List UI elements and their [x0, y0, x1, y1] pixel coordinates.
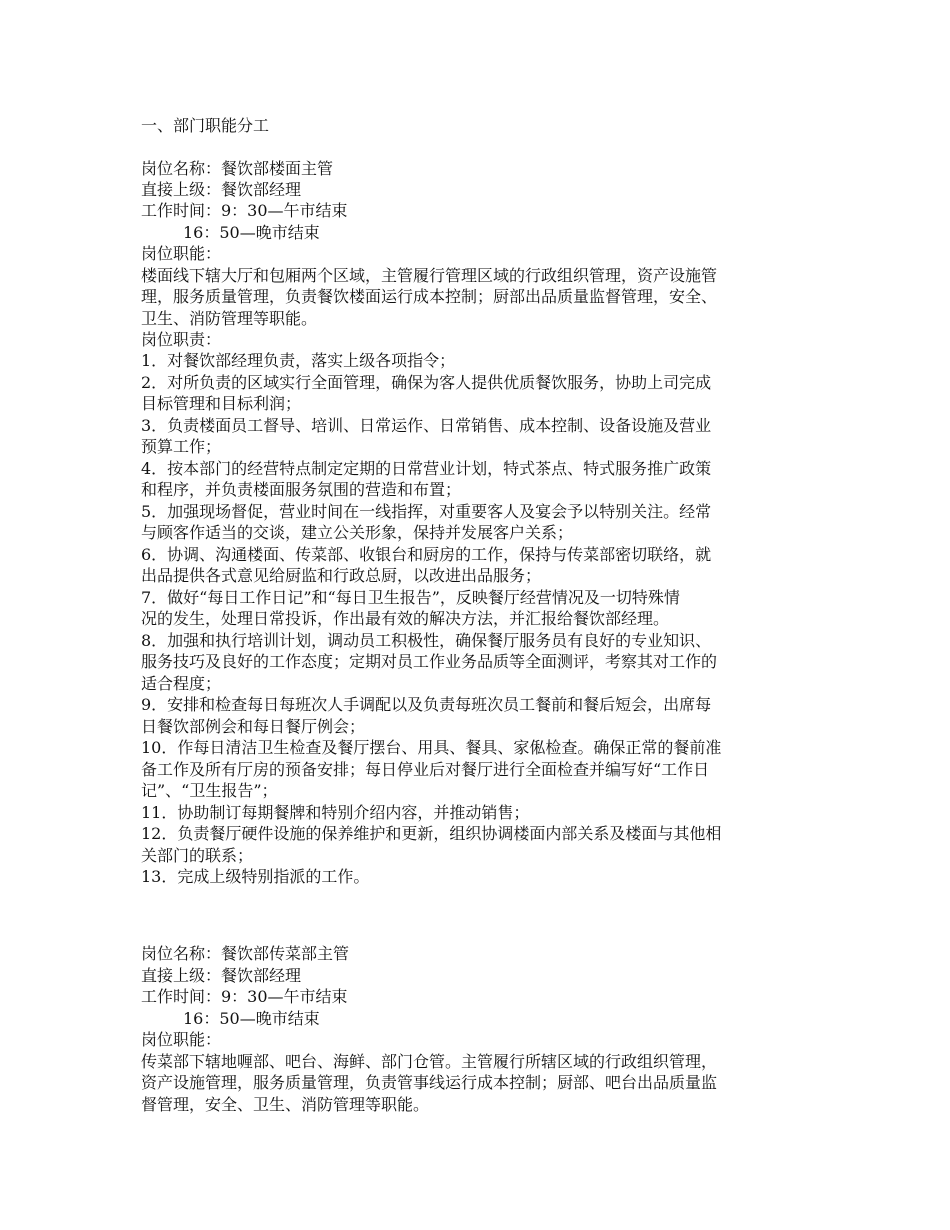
function-line: 资产设施管理，服务质量管理，负责管事线运行成本控制；厨部、吧台出品质量监 — [141, 1073, 718, 1092]
duty-line: 和程序，并负责楼面服务氛围的营造和布置； — [141, 480, 462, 499]
duty-line: 服务技巧及良好的工作态度；定期对员工作业务品质等全面测评，考察其对工作的 — [141, 652, 718, 671]
function-label: 岗位职能： — [141, 244, 222, 263]
duty-line: 7．做好“每日工作日记”和“每日卫生报告”，反映餐厅经营情况及一切特殊情 — [141, 588, 680, 607]
duty-line: 目标管理和目标利润； — [141, 394, 302, 413]
duty-line: 日餐饮部例会和每日餐厅例会； — [141, 717, 366, 736]
function-line: 卫生、消防管理等职能。 — [141, 309, 318, 328]
duty-line: 备工作及所有厅房的预备安排；每日停业后对餐厅进行全面检查并编写好“工作日 — [141, 760, 710, 779]
direct-superior: 直接上级：餐饮部经理 — [141, 180, 302, 199]
duty-line: 11．协助制订每期餐牌和特别介绍内容，并推动销售； — [141, 803, 530, 822]
direct-superior: 直接上级：餐饮部经理 — [141, 966, 302, 985]
duty-line: 3．负责楼面员工督导、培训、日常运作、日常销售、成本控制、设备设施及营业 — [141, 416, 712, 435]
duty-line: 1．对餐饮部经理负责，落实上级各项指令； — [141, 351, 456, 370]
duty-line: 况的发生，处理日常投诉，作出最有效的解决方法，并汇报给餐饮部经理。 — [141, 609, 670, 628]
duty-line: 记”、“卫生报告”； — [141, 781, 278, 800]
duty-line: 9．安排和检查每日每班次人手调配以及负责每班次员工餐前和餐后短会，出席每 — [141, 695, 712, 714]
post-name: 岗位名称：餐饮部楼面主管 — [141, 159, 334, 178]
function-label: 岗位职能： — [141, 1030, 222, 1049]
duty-line: 6．协调、沟通楼面、传菜部、收银台和厨房的工作，保持与传菜部密切联络，就 — [141, 545, 712, 564]
duty-line: 12．负责餐厅硬件设施的保养维护和更新，组织协调楼面内部关系及楼面与其他相 — [141, 824, 722, 843]
function-line: 督管理，安全、卫生、消防管理等职能。 — [141, 1095, 430, 1114]
function-line: 理，服务质量管理，负责餐饮楼面运行成本控制；厨部出品质量监督管理，安全、 — [141, 287, 718, 306]
duty-line: 13．完成上级特别指派的工作。 — [141, 867, 370, 886]
work-time-morning: 工作时间：9：30—午市结束 — [141, 987, 348, 1006]
work-time-evening: 16：50—晚市结束 — [183, 223, 320, 242]
duty-line: 出品提供各式意见给厨监和行政总厨，以改进出品服务； — [141, 566, 542, 585]
function-line: 楼面线下辖大厅和包厢两个区域，主管履行管理区域的行政组织管理，资产设施管 — [141, 266, 718, 285]
duty-line: 关部门的联系； — [141, 846, 254, 865]
duty-line: 10．作每日清洁卫生检查及餐厅摆台、用具、餐具、家俬检查。确保正常的餐前准 — [141, 738, 722, 757]
section-heading: 一、部门职能分工 — [141, 116, 270, 135]
duty-line: 4．按本部门的经营特点制定定期的日常营业计划，特式茶点、特式服务推广政策 — [141, 459, 712, 478]
duty-line: 8．加强和执行培训计划，调动员工积极性，确保餐厅服务员有良好的专业知识、 — [141, 631, 712, 650]
duty-line: 2．对所负责的区域实行全面管理，确保为客人提供优质餐饮服务，协助上司完成 — [141, 373, 712, 392]
duty-line: 适合程度； — [141, 674, 222, 693]
work-time-evening: 16：50—晚市结束 — [183, 1009, 320, 1028]
function-line: 传菜部下辖地喱部、吧台、海鲜、部门仓管。主管履行所辖区域的行政组织管理， — [141, 1052, 718, 1071]
post-name: 岗位名称：餐饮部传菜部主管 — [141, 944, 350, 963]
duty-line: 与顾客作适当的交谈，建立公关形象，保持并发展客户关系； — [141, 523, 574, 542]
duty-line: 5．加强现场督促，营业时间在一线指挥，对重要客人及宴会予以特别关注。经常 — [141, 502, 712, 521]
duty-label: 岗位职责： — [141, 330, 222, 349]
work-time-morning: 工作时间：9：30—午市结束 — [141, 201, 348, 220]
duty-line: 预算工作； — [141, 437, 222, 456]
